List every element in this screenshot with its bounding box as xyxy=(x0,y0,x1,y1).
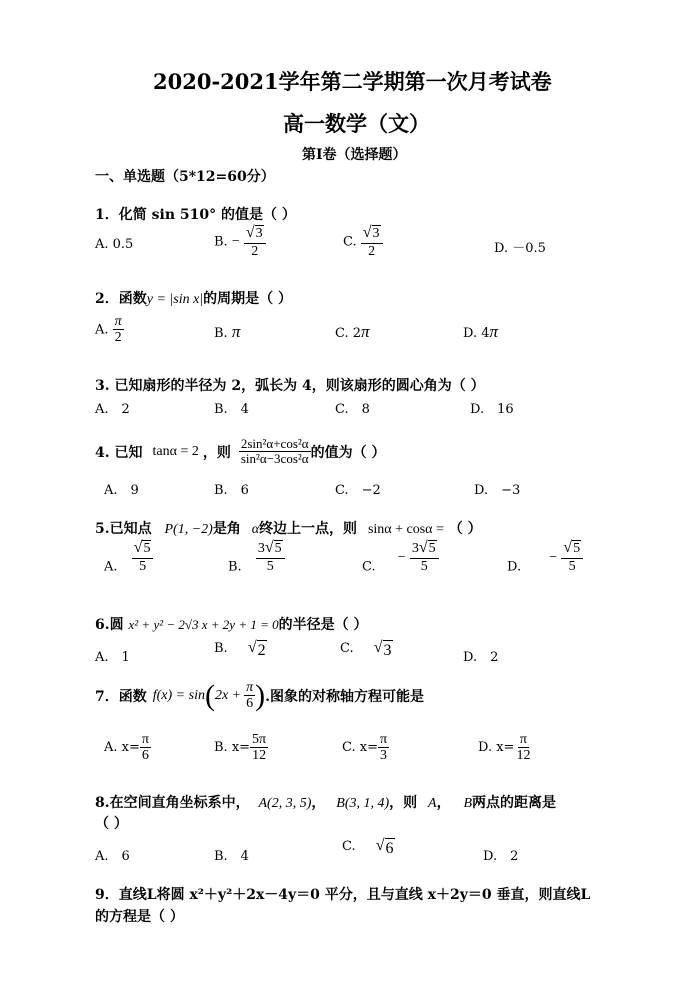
q7-option-d: D. x= $\frac{\pi}{12}$ xyxy=(478,732,531,764)
q2-option-b: B. π xyxy=(214,322,241,341)
q8-option-b: B. 4 xyxy=(214,849,249,864)
exam-title: 2020-2021学年第二学期第一次月考试卷 xyxy=(153,69,552,94)
q7-option-a-label: A. x= xyxy=(104,740,140,756)
q7-option-b: B. x= $\frac{5\pi}{12}$ xyxy=(214,732,267,764)
q3-option-b: B. 4 xyxy=(214,402,249,417)
q5-option-a: A. √ 5 5 xyxy=(104,540,153,575)
q6-option-a: A. 1 xyxy=(95,650,130,665)
q3-option-a: A. 2 xyxy=(95,402,130,417)
exam-subject: 高一数学（文） xyxy=(283,111,430,136)
q5-option-b-label: B. xyxy=(228,559,242,575)
q2-option-a-label: A. xyxy=(95,322,109,338)
q5-option-d: D. − √ 5 5 xyxy=(507,540,583,575)
q4-option-a: A. 9 xyxy=(104,483,139,498)
q2-option-a: A. $\frac{\pi}{2}$ xyxy=(95,314,122,346)
q1-option-b-label: B. xyxy=(214,234,228,250)
q2-stem-suffix: 的周期是（ ） xyxy=(203,291,293,307)
q7-option-b-label: B. x= xyxy=(214,740,251,756)
q6-option-c-label: C. xyxy=(340,641,354,656)
q7-option-a: A. x= $\frac{\pi}{6}$ xyxy=(104,732,149,764)
q2-option-c-label: C. 2 xyxy=(335,326,362,341)
q7-stem-suffix: .图象的对称轴方程可能是 xyxy=(265,688,425,705)
q6-stem-prefix: 6.圆 xyxy=(95,617,124,633)
q5-stem-suffix: （ ） xyxy=(448,521,482,537)
q6-option-d: D. 2 xyxy=(463,650,499,665)
question-4-stem xyxy=(95,437,385,467)
q4-frac-num: 2sin²α+cos²α xyxy=(240,436,309,451)
question-8-stem: 8.在空间直角坐标系中， A(2, 3, 5)， B(3, 1, 4)，则 A， B两点的距离是 xyxy=(95,795,557,811)
question-2-stem xyxy=(95,288,292,308)
question-9-stem: 9．直线L将圆 x²＋y²＋2x－4y＝0 平分，且与直线 x＋2y＝0 垂直，则直线L xyxy=(95,887,591,903)
q2-option-b-label: B. xyxy=(214,326,228,341)
q4-option-d: D. −3 xyxy=(474,483,521,498)
q2-option-d: D. 4π xyxy=(463,322,499,341)
q5-stem-prefix: 5.已知点 xyxy=(95,521,152,537)
q5-stem-mid: 是角 xyxy=(212,521,241,537)
q8-option-a: A. 6 xyxy=(95,849,130,864)
q4-stem-prefix: 4. 已知 xyxy=(95,444,143,461)
q1-option-a: A. 0.5 xyxy=(95,237,134,252)
question-8-stem-line2: （ ） xyxy=(95,816,128,832)
q3-option-d: D. 16 xyxy=(470,402,514,417)
q1-option-b: B. − √ 3 2 xyxy=(214,225,266,259)
q2-option-d-label: D. 4 xyxy=(463,326,490,341)
q6-option-b-label: B. xyxy=(214,641,228,656)
q6-stem-math: x² + y² − 2√3 x + 2y + 1 = 0 xyxy=(128,617,279,632)
q4-stem-suffix: 的值为（ ） xyxy=(310,444,386,461)
q6-option-b: B. √ 2 xyxy=(214,639,266,659)
q4-fraction xyxy=(239,437,311,467)
q5-option-b: B. 3 √ 5 5 xyxy=(228,540,285,575)
q8-stem-point-a: A(2, 3, 5) xyxy=(258,796,312,811)
q7-stem-prefix: 7．函数 xyxy=(95,688,147,705)
q5-option-c: C. − 3 √ 5 5 xyxy=(362,540,439,575)
q7-option-d-label: D. x= xyxy=(478,740,515,756)
q4-option-c: C. −2 xyxy=(335,483,381,498)
q5-stem-alpha: α xyxy=(251,522,260,537)
q8-stem-mid: ，则 xyxy=(389,795,418,811)
q5-option-a-label: A. xyxy=(104,559,118,575)
q7-stem-math: f(x) = sin xyxy=(152,687,205,703)
q6-stem-suffix: 的半径是（ ） xyxy=(278,617,368,633)
q8-option-c-label: C. xyxy=(342,839,356,854)
question-7-stem: 7．函数 f(x) = sin ( 2x + $\frac{\pi}{6}$ ) .图象的对称轴方程可能是 xyxy=(95,678,425,712)
q8-option-c: C. √ 6 xyxy=(342,837,394,857)
q8-stem-suffix: 两点的距离是 xyxy=(472,795,557,811)
section-heading: 一、单选题（5*12=60分） xyxy=(95,169,275,185)
q1-option-c: C. √ 3 2 xyxy=(343,225,383,259)
q1-option-c-label: C. xyxy=(343,234,357,250)
q5-stem-math2: sinα + cosα = xyxy=(367,522,444,537)
q2-option-c: C. 2π xyxy=(335,322,370,341)
question-5-stem xyxy=(95,518,482,538)
q7-option-c-label: C. x= xyxy=(342,740,378,756)
q4-stem-mid: ，则 xyxy=(202,444,231,461)
q8-option-d: D. 2 xyxy=(483,849,519,864)
question-1-stem: 1．化简 sin 510° 的值是（ ） xyxy=(95,207,296,223)
q4-option-b: B. 6 xyxy=(214,483,249,498)
q2-stem-math: y = |sin x| xyxy=(146,292,204,307)
q7-option-c: C. x= $\frac{\pi}{3}$ xyxy=(342,732,388,764)
question-3-stem: 3. 已知扇形的半径为 2，弧长为 4，则该扇形的圆心角为（ ） xyxy=(95,378,485,394)
q5-option-d-label: D. xyxy=(507,559,522,575)
q4-stem-math: tanα = 2 xyxy=(152,443,199,459)
question-9-stem-line2: 的方程是（ ） xyxy=(95,909,184,925)
exam-part: 第I卷（选择题） xyxy=(302,147,407,163)
q3-option-c: C. 8 xyxy=(335,402,370,417)
q8-stem-point-b: B(3, 1, 4) xyxy=(336,796,390,811)
question-6-stem xyxy=(95,614,368,634)
q2-stem-prefix: 2．函数 xyxy=(95,291,147,307)
q6-option-c: C. √ 3 xyxy=(340,639,392,659)
q8-stem-prefix: 8.在空间直角坐标系中， xyxy=(95,795,250,811)
q5-stem-mid2: 终边上一点，则 xyxy=(259,521,358,537)
q4-frac-den: sin²α−3cos²α xyxy=(240,451,309,467)
q1-option-d: D. －0.5 xyxy=(494,241,546,256)
q5-stem-math: P(1, −2) xyxy=(164,522,213,537)
q5-option-c-label: C. xyxy=(362,559,376,575)
